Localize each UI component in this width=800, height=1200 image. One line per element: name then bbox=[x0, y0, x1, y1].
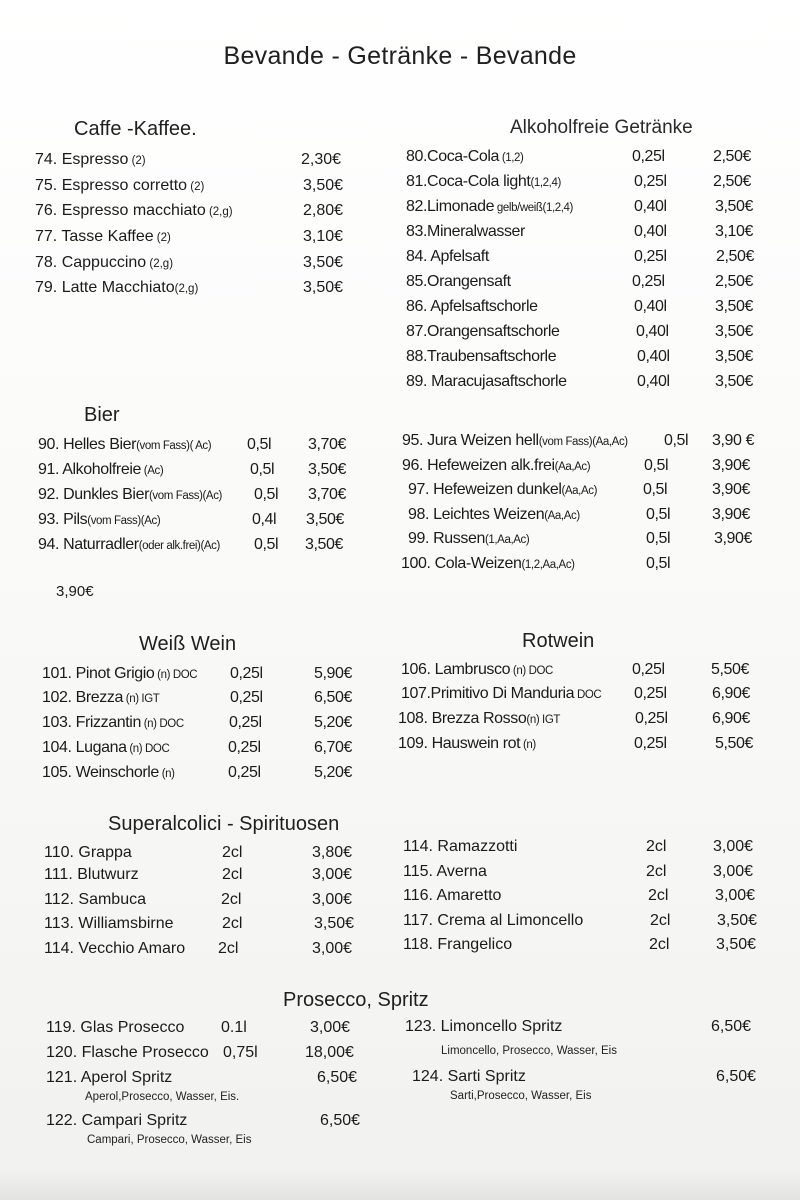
item-size: 0,5l bbox=[644, 457, 669, 474]
item-size: 0.1l bbox=[221, 1019, 247, 1036]
item-name: 81.Coca-Cola light bbox=[406, 173, 531, 190]
item-price: 3,50€ bbox=[305, 536, 344, 553]
item-size: 0,5l bbox=[254, 536, 279, 553]
item-name: 104. Lugana bbox=[42, 739, 127, 756]
stray-price: 3,90€ bbox=[56, 583, 94, 600]
item-size: 0,40l bbox=[634, 223, 667, 240]
item-price: 3,50€ bbox=[715, 373, 754, 390]
item-size: 0,25l bbox=[632, 148, 665, 165]
menu-item bbox=[412, 1066, 772, 1088]
menu-item bbox=[408, 504, 788, 526]
item-name: 113. Williamsbirne bbox=[44, 915, 174, 932]
item-price: 3,00€ bbox=[715, 887, 756, 904]
item-price: 3,00€ bbox=[312, 891, 353, 908]
item-size: 0,40l bbox=[634, 198, 667, 215]
item-size: 2cl bbox=[222, 844, 243, 861]
item-price: 6,90€ bbox=[712, 685, 751, 702]
menu-item bbox=[406, 221, 766, 243]
item-size: 0,25l bbox=[634, 685, 667, 702]
item-price: 2,50€ bbox=[715, 273, 754, 290]
item-name: 111. Blutwurz bbox=[44, 866, 139, 883]
item-price: 2,50€ bbox=[713, 148, 752, 165]
item-price: 3,00€ bbox=[312, 940, 353, 957]
menu-item bbox=[408, 528, 788, 550]
menu-item bbox=[408, 479, 788, 501]
item-price: 18,00€ bbox=[305, 1044, 354, 1061]
item-price: 6,50€ bbox=[317, 1069, 358, 1086]
item-name: 84. Apfelsaft bbox=[406, 248, 489, 265]
item-price: 3,50€ bbox=[306, 511, 345, 528]
menu-item bbox=[403, 910, 763, 932]
item-size: 0,5l bbox=[247, 436, 272, 453]
item-name: 107.Primitivo Di Manduria bbox=[401, 685, 575, 702]
item-size: 0,5l bbox=[646, 530, 671, 547]
item-size: 0,4l bbox=[252, 511, 277, 528]
item-size: 0,25l bbox=[634, 735, 667, 752]
item-price: 3,50€ bbox=[308, 461, 347, 478]
item-size: 0,25l bbox=[632, 273, 665, 290]
item-name: 89. Maracujasaftschorle bbox=[406, 373, 567, 390]
menu-item bbox=[44, 864, 364, 886]
item-note: (vom Fass)(Ac) bbox=[149, 490, 222, 502]
item-price: 2,50€ bbox=[713, 173, 752, 190]
menu-item bbox=[46, 1017, 366, 1039]
item-size: 2cl bbox=[222, 915, 243, 932]
item-name: 103. Frizzantin bbox=[42, 714, 141, 731]
menu-item bbox=[406, 246, 766, 268]
item-size: 0,40l bbox=[636, 323, 669, 340]
item-price: 6,90€ bbox=[712, 710, 751, 727]
menu-item bbox=[46, 1110, 366, 1132]
item-note: (1,2,Aa,Ac) bbox=[521, 559, 575, 571]
item-name: 117. Crema al Limoncello bbox=[403, 912, 584, 929]
item-price: 6,50€ bbox=[314, 689, 353, 706]
item-note: (1,2,4) bbox=[530, 177, 561, 189]
item-name: 83.Mineralwasser bbox=[406, 223, 525, 240]
item-name: 77. Tasse Kaffee bbox=[35, 228, 154, 245]
menu-item bbox=[398, 733, 768, 755]
menu-item bbox=[403, 885, 763, 907]
item-price: 2,30€ bbox=[301, 151, 342, 168]
item-price: 6,50€ bbox=[320, 1112, 361, 1129]
item-price: 5,50€ bbox=[711, 661, 750, 678]
item-price: 3,00€ bbox=[312, 866, 353, 883]
item-note: (vom Fass)(Ac) bbox=[87, 515, 161, 527]
item-name: 87.Orangensaftschorle bbox=[406, 323, 560, 340]
item-size: 0,5l bbox=[250, 461, 275, 478]
item-name: 90. Helles Bier bbox=[38, 436, 137, 453]
item-name: 109. Hauswein rot bbox=[398, 735, 521, 752]
menu-item bbox=[402, 430, 782, 452]
item-name: 105. Weinschorle bbox=[42, 764, 159, 781]
menu-item bbox=[401, 659, 771, 681]
item-note: (Aa,Ac) bbox=[554, 461, 591, 473]
item-description: Sarti,Prosecco, Wasser, Eis bbox=[450, 1090, 592, 1102]
item-size: 0,40l bbox=[637, 348, 670, 365]
item-name: 112. Sambuca bbox=[44, 891, 146, 908]
item-note: (Aa,Ac) bbox=[561, 485, 598, 497]
item-name: 101. Pinot Grigio bbox=[42, 665, 155, 682]
item-name: 121. Aperol Spritz bbox=[46, 1069, 173, 1086]
item-note: (n) DOC bbox=[140, 718, 184, 730]
item-name: 91. Alkoholfreie bbox=[38, 461, 142, 478]
item-size: 0,25l bbox=[228, 764, 261, 781]
item-name: 92. Dunkles Bier bbox=[38, 486, 149, 503]
item-price: 3,50€ bbox=[303, 177, 344, 194]
item-size: 0,25l bbox=[634, 173, 667, 190]
item-size: 0,5l bbox=[664, 432, 689, 449]
menu-item bbox=[35, 200, 355, 222]
item-name: 115. Averna bbox=[403, 863, 487, 880]
menu-item bbox=[401, 553, 781, 575]
menu-item bbox=[44, 938, 364, 960]
item-name: 82.Limonade bbox=[406, 198, 495, 215]
item-name: 99. Russen bbox=[408, 530, 485, 547]
menu-item bbox=[44, 889, 364, 911]
item-price: 5,50€ bbox=[715, 735, 754, 752]
item-price: 3,00€ bbox=[310, 1019, 351, 1036]
item-price: 3,50€ bbox=[717, 912, 758, 929]
item-price: 3,50€ bbox=[715, 348, 754, 365]
item-name: 78. Cappuccino bbox=[35, 254, 147, 271]
item-price: 6,50€ bbox=[716, 1068, 757, 1085]
item-size: 0,25l bbox=[229, 714, 262, 731]
item-size: 0,5l bbox=[646, 506, 671, 523]
item-price: 3,90 € bbox=[712, 432, 755, 449]
item-price: 3,00€ bbox=[713, 838, 754, 855]
item-size: 2cl bbox=[648, 887, 669, 904]
menu-item bbox=[35, 175, 355, 197]
item-name: 108. Brezza Rosso bbox=[398, 710, 527, 727]
menu-item bbox=[46, 1042, 366, 1064]
page-edge-shadow bbox=[0, 1170, 800, 1200]
menu-item bbox=[42, 762, 372, 784]
item-price: 3,50€ bbox=[303, 279, 344, 296]
menu-item bbox=[38, 434, 388, 456]
item-size: 0,25l bbox=[634, 248, 667, 265]
menu-item bbox=[406, 346, 766, 368]
item-name: 124. Sarti Spritz bbox=[412, 1068, 526, 1085]
section-title-rotwein: Rotwein bbox=[522, 630, 595, 652]
menu-item bbox=[398, 708, 768, 730]
item-size: 2cl bbox=[646, 838, 667, 855]
item-name: 75. Espresso corretto bbox=[35, 177, 188, 194]
item-note: (n) bbox=[158, 768, 175, 780]
menu-item bbox=[42, 663, 372, 685]
item-price: 3,90€ bbox=[712, 457, 751, 474]
menu-item bbox=[38, 484, 388, 506]
item-name: 96. Hefeweizen alk.frei bbox=[402, 457, 555, 474]
item-size: 0,25l bbox=[228, 739, 261, 756]
item-price: 2,80€ bbox=[303, 202, 344, 219]
item-size: 0,25l bbox=[632, 661, 665, 678]
item-note: (vom Fass)( Ac) bbox=[136, 440, 212, 452]
item-note: (1,2) bbox=[499, 152, 524, 164]
menu-item bbox=[44, 913, 364, 935]
item-note: (oder alk.frei)(Ac) bbox=[138, 540, 220, 552]
item-price: 3,80€ bbox=[312, 844, 353, 861]
item-size: 0,75l bbox=[223, 1044, 258, 1061]
menu-item bbox=[406, 171, 766, 193]
item-name: 100. Cola-Weizen bbox=[401, 555, 522, 572]
item-price: 5,90€ bbox=[314, 665, 353, 682]
item-description: Campari, Prosecco, Wasser, Eis bbox=[87, 1134, 252, 1146]
item-price: 3,50€ bbox=[303, 254, 344, 271]
item-size: 2cl bbox=[650, 912, 671, 929]
item-name: 80.Coca-Cola bbox=[406, 148, 500, 165]
item-note: (Aa,Ac) bbox=[544, 510, 580, 522]
item-price: 6,50€ bbox=[711, 1018, 752, 1035]
menu-item bbox=[35, 149, 355, 171]
menu-item bbox=[406, 296, 766, 318]
item-name: 106. Lambrusco bbox=[401, 661, 511, 678]
menu-item bbox=[401, 683, 771, 705]
item-name: 114. Vecchio Amaro bbox=[44, 940, 186, 957]
item-size: 2cl bbox=[646, 863, 667, 880]
item-size: 0,25l bbox=[230, 665, 263, 682]
menu-item bbox=[406, 196, 766, 218]
item-size: 0,5l bbox=[646, 555, 671, 572]
item-note: (2,g) bbox=[205, 206, 233, 218]
item-price: 3,50€ bbox=[715, 198, 754, 215]
item-name: 98. Leichtes Weizen bbox=[408, 506, 545, 523]
item-size: 0,25l bbox=[230, 689, 263, 706]
item-price: 6,70€ bbox=[314, 739, 353, 756]
item-note: gelb/weiß(1,2,4) bbox=[494, 202, 573, 214]
item-price: 3,90€ bbox=[714, 530, 753, 547]
item-name: 88.Traubensaftschorle bbox=[406, 348, 557, 365]
item-name: 79. Latte Macchiato bbox=[35, 279, 175, 296]
item-note: (2,g) bbox=[174, 283, 199, 295]
item-name: 119. Glas Prosecco bbox=[46, 1019, 185, 1036]
menu-item bbox=[35, 252, 355, 274]
menu-item bbox=[35, 277, 355, 299]
menu-item bbox=[402, 455, 782, 477]
item-note: (n) DOC bbox=[126, 743, 170, 755]
menu-item bbox=[44, 842, 364, 864]
menu-item bbox=[406, 321, 766, 343]
item-note: (n) IGT bbox=[122, 693, 160, 705]
item-name: 94. Naturradler bbox=[38, 536, 139, 553]
item-price: 3,90€ bbox=[712, 481, 751, 498]
item-price: 5,20€ bbox=[314, 714, 353, 731]
item-name: 116. Amaretto bbox=[403, 887, 502, 904]
item-name: 74. Espresso bbox=[35, 151, 129, 168]
item-note: (1,Aa,Ac) bbox=[484, 534, 530, 546]
item-size: 0,5l bbox=[254, 486, 279, 503]
item-size: 2cl bbox=[218, 940, 239, 957]
item-price: 3,70€ bbox=[308, 436, 347, 453]
item-note: (n) bbox=[520, 739, 536, 751]
menu-item bbox=[38, 534, 388, 556]
section-title-caffe: Caffe -Kaffee. bbox=[74, 118, 197, 140]
item-description: Aperol,Prosecco, Wasser, Eis. bbox=[85, 1091, 240, 1103]
item-note: (Ac) bbox=[141, 465, 164, 477]
page-title: Bevande - Getränke - Bevande bbox=[223, 42, 577, 70]
menu-item bbox=[38, 509, 388, 531]
menu-item bbox=[406, 146, 766, 168]
item-note: DOC bbox=[574, 689, 602, 701]
menu-item bbox=[405, 1016, 765, 1038]
menu-item bbox=[403, 861, 763, 883]
menu-item bbox=[403, 934, 763, 956]
item-note: (2) bbox=[128, 155, 146, 167]
item-price: 3,10€ bbox=[715, 223, 754, 240]
menu-item bbox=[42, 712, 372, 734]
section-title-prosecco: Prosecco, Spritz bbox=[283, 989, 429, 1011]
item-name: 118. Frangelico bbox=[403, 936, 513, 953]
item-name: 122. Campari Spritz bbox=[46, 1112, 188, 1129]
item-name: 97. Hefeweizen dunkel bbox=[408, 481, 562, 498]
item-name: 85.Orangensaft bbox=[406, 273, 511, 290]
item-price: 3,10€ bbox=[303, 228, 344, 245]
item-name: 114. Ramazzotti bbox=[403, 838, 518, 855]
item-name: 93. Pils bbox=[38, 511, 88, 528]
item-name: 123. Limoncello Spritz bbox=[405, 1018, 563, 1035]
menu-item bbox=[403, 836, 763, 858]
item-size: 0,5l bbox=[643, 481, 668, 498]
item-size: 2cl bbox=[222, 866, 243, 883]
section-title-weisswein: Weiß Wein bbox=[139, 633, 237, 655]
item-price: 5,20€ bbox=[314, 764, 353, 781]
item-size: 2cl bbox=[649, 936, 670, 953]
item-price: 3,00€ bbox=[713, 863, 754, 880]
item-name: 86. Apfelsaftschorle bbox=[406, 298, 538, 315]
section-title-alkoholfrei: Alkoholfreie Getränke bbox=[510, 117, 693, 138]
item-note: (vom Fass)(Aa,Ac) bbox=[538, 436, 628, 448]
item-size: 0,25l bbox=[635, 710, 668, 727]
item-price: 3,90€ bbox=[712, 506, 751, 523]
menu-item bbox=[406, 371, 766, 393]
menu-item bbox=[42, 737, 372, 759]
item-size: 0,40l bbox=[637, 373, 670, 390]
item-price: 3,50€ bbox=[716, 936, 757, 953]
item-description: Limoncello, Prosecco, Wasser, Eis bbox=[441, 1045, 617, 1057]
item-price: 3,50€ bbox=[314, 915, 355, 932]
item-price: 3,50€ bbox=[715, 298, 754, 315]
item-name: 76. Espresso macchiato bbox=[35, 202, 206, 219]
section-title-spirituosen: Superalcolici - Spirituosen bbox=[108, 813, 340, 835]
item-price: 3,70€ bbox=[308, 486, 347, 503]
item-price: 3,50€ bbox=[715, 323, 754, 340]
item-name: 120. Flasche Prosecco bbox=[46, 1044, 209, 1061]
item-price: 2,50€ bbox=[716, 248, 755, 265]
menu-item bbox=[406, 271, 766, 293]
item-note: (n) IGT bbox=[526, 714, 561, 726]
item-note: (2) bbox=[153, 232, 171, 244]
item-note: (2) bbox=[187, 181, 205, 193]
item-note: (2,g) bbox=[146, 258, 174, 270]
item-size: 2cl bbox=[221, 891, 242, 908]
item-note: (n) DOC bbox=[154, 669, 198, 681]
item-size: 0,40l bbox=[634, 298, 667, 315]
item-name: 95. Jura Weizen hell bbox=[402, 432, 539, 449]
menu-item bbox=[35, 226, 355, 248]
item-name: 110. Grappa bbox=[44, 844, 132, 861]
menu-item bbox=[46, 1067, 366, 1089]
section-title-bier: Bier bbox=[84, 404, 120, 426]
item-note: (n) DOC bbox=[510, 665, 553, 677]
menu-item bbox=[42, 687, 372, 709]
menu-item bbox=[38, 459, 388, 481]
item-name: 102. Brezza bbox=[42, 689, 123, 706]
